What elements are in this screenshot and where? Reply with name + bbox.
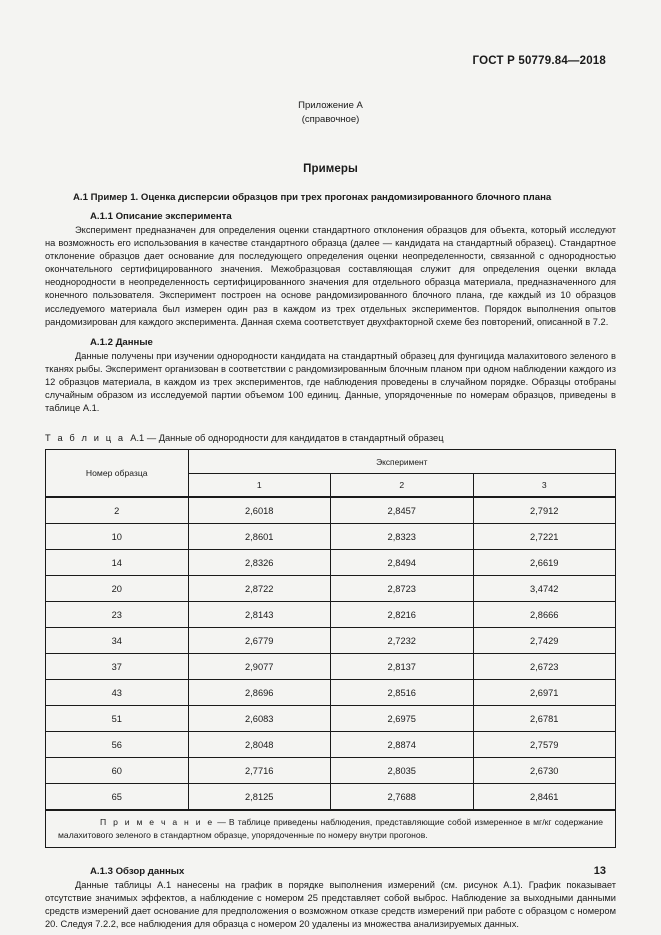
cell-sample: 10 bbox=[46, 524, 189, 550]
cell-exp1: 2,6083 bbox=[188, 706, 331, 732]
section-a1-heading: А.1 Пример 1. Оценка дисперсии образцов при трех прогонах рандомизированного блочного плана bbox=[73, 192, 552, 203]
cell-exp3: 2,8666 bbox=[473, 602, 616, 628]
table-note-text: — В таблице приведены наблюдения, представляющие собой измеренное в мг/кг содержание малахитового зеленого в стандартном образце, упорядоченные по номеру внутри прогонов. bbox=[58, 817, 603, 840]
col-header-sample: Номер образца bbox=[46, 450, 189, 498]
section-a11-heading: А.1.1 Описание эксперимента bbox=[90, 211, 232, 222]
table-row bbox=[46, 576, 616, 602]
col-header-experiment: Эксперимент bbox=[188, 450, 616, 474]
table-caption-text: — Данные об однородности для кандидатов в стандартный образец bbox=[146, 433, 444, 444]
cell-exp1: 2,8048 bbox=[188, 732, 331, 758]
table-row bbox=[46, 654, 616, 680]
cell-sample: 60 bbox=[46, 758, 189, 784]
cell-exp1: 2,8722 bbox=[188, 576, 331, 602]
cell-exp1: 2,7716 bbox=[188, 758, 331, 784]
cell-exp1: 2,8326 bbox=[188, 550, 331, 576]
table-row bbox=[46, 628, 616, 654]
cell-sample: 23 bbox=[46, 602, 189, 628]
section-a11-text: Эксперимент предназначен для определения оценки стандартного отклонения образцов для объекта, который исследуют на возможность его использования в качестве стандартного образца (далее — кандидата на стандартный образец). Стандартное отклонение образцов дает основание для последующего определения оценки неопределенности, связанной с однородностью окончательного сертифицированного значения. Межобразцовая составляющая служит для определения оценки вклада неоднородности в неопределенность сертифицированного значения для отдельного образца материала, предназначенного для конечного пользователя. Эксперимент построен на основе рандомизированного блочного плана, где каждый из 10 образцов исследуемого материала был измерен один раз в каждом из трех отдельных экспериментов. Порядок выполнения опытов рандомизирован для каждого эксперимента. Данная схема соответствует двухфакторной схеме без повторений, описанной в 7.2. bbox=[45, 225, 616, 327]
cell-exp1: 2,8125 bbox=[188, 784, 331, 811]
cell-exp2: 2,8457 bbox=[331, 497, 474, 524]
cell-sample: 56 bbox=[46, 732, 189, 758]
annex-title: Приложение А bbox=[298, 100, 363, 111]
table-row bbox=[46, 602, 616, 628]
col-header-exp-1: 1 bbox=[188, 474, 331, 498]
cell-exp2: 2,8494 bbox=[331, 550, 474, 576]
cell-exp2: 2,8323 bbox=[331, 524, 474, 550]
cell-exp3: 2,8461 bbox=[473, 784, 616, 811]
col-header-exp-2: 2 bbox=[331, 474, 474, 498]
cell-exp3: 3,4742 bbox=[473, 576, 616, 602]
table-row bbox=[46, 550, 616, 576]
annex-subtitle: (справочное) bbox=[301, 113, 360, 125]
table-caption-number: А.1 bbox=[130, 433, 145, 444]
table-row bbox=[46, 706, 616, 732]
table-note-label: П р и м е ч а н и е bbox=[100, 817, 215, 828]
examples-heading: Примеры bbox=[303, 163, 358, 175]
cell-exp2: 2,8516 bbox=[331, 680, 474, 706]
table-caption-label: Т а б л и ц а bbox=[45, 433, 126, 444]
table-row bbox=[46, 758, 616, 784]
cell-sample: 65 bbox=[46, 784, 189, 811]
cell-exp3: 2,6971 bbox=[473, 680, 616, 706]
cell-exp1: 2,6779 bbox=[188, 628, 331, 654]
cell-exp2: 2,7688 bbox=[331, 784, 474, 811]
cell-exp1: 2,6018 bbox=[188, 497, 331, 524]
cell-exp3: 2,6730 bbox=[473, 758, 616, 784]
table-caption bbox=[45, 433, 616, 443]
cell-sample: 34 bbox=[46, 628, 189, 654]
section-a13-heading: А.1.3 Обзор данных bbox=[90, 866, 185, 878]
page-number: 13 bbox=[593, 865, 606, 877]
cell-exp1: 2,8696 bbox=[188, 680, 331, 706]
table-row bbox=[46, 732, 616, 758]
annex-title-block bbox=[45, 99, 616, 126]
table-row bbox=[46, 524, 616, 550]
cell-exp2: 2,8035 bbox=[331, 758, 474, 784]
cell-exp3: 2,6723 bbox=[473, 654, 616, 680]
cell-sample: 20 bbox=[46, 576, 189, 602]
cell-exp3: 2,6781 bbox=[473, 706, 616, 732]
cell-exp3: 2,7912 bbox=[473, 497, 616, 524]
cell-exp2: 2,8874 bbox=[331, 732, 474, 758]
cell-exp3: 2,6619 bbox=[473, 550, 616, 576]
cell-exp3: 2,7429 bbox=[473, 628, 616, 654]
col-header-exp-3: 3 bbox=[473, 474, 616, 498]
section-a12-heading: А.1.2 Данные bbox=[90, 336, 153, 348]
section-a12-text: Данные получены при изучении однородности кандидата на стандартный образец для фунгицида малахитового зеленого в тканях рыбы. Эксперимент организован в соответствии с рандомизированным блочным планом при одном наблюдении каждого из 12 образцов материала, в каждом из трех экспериментов, где наблюдения проведены в случайном порядке. Образцы отобраны случайным образом из исследуемой партии объемом 100 единиц. Данные, упорядоченные по номерам образцов, приведены в таблице А.1. bbox=[45, 350, 616, 414]
cell-exp2: 2,8723 bbox=[331, 576, 474, 602]
table-row bbox=[46, 680, 616, 706]
table-row bbox=[46, 497, 616, 524]
cell-sample: 37 bbox=[46, 654, 189, 680]
cell-sample: 2 bbox=[46, 497, 189, 524]
section-a13-text: Данные таблицы А.1 нанесены на график в порядке выполнения измерений (см. рисунок А.1). График показывает отсутствие значимых эффектов, а наблюдение с номером 25 представляет собой выброс. Наблюдение за выходными данными средств измерений дает основание для предположения о возможном отказе средств измерений при работе с образцом с номером 20. Следуя 7.2.2, все наблюдения для образца с номером 20 удалены из множества анализируемых данных. bbox=[45, 880, 616, 930]
table-header-row-1 bbox=[46, 450, 616, 474]
cell-exp2: 2,8137 bbox=[331, 654, 474, 680]
table-note-row bbox=[46, 810, 616, 847]
cell-exp2: 2,8216 bbox=[331, 602, 474, 628]
homogeneity-data-table bbox=[45, 449, 616, 848]
table-row bbox=[46, 784, 616, 811]
cell-sample: 14 bbox=[46, 550, 189, 576]
cell-exp1: 2,8601 bbox=[188, 524, 331, 550]
cell-sample: 43 bbox=[46, 680, 189, 706]
cell-exp1: 2,8143 bbox=[188, 602, 331, 628]
cell-exp2: 2,7232 bbox=[331, 628, 474, 654]
page-header bbox=[45, 0, 616, 69]
standard-number: ГОСТ Р 50779.84—2018 bbox=[472, 55, 606, 67]
cell-exp3: 2,7579 bbox=[473, 732, 616, 758]
cell-sample: 51 bbox=[46, 706, 189, 732]
cell-exp3: 2,7221 bbox=[473, 524, 616, 550]
table-note bbox=[46, 810, 616, 847]
cell-exp1: 2,9077 bbox=[188, 654, 331, 680]
cell-exp2: 2,6975 bbox=[331, 706, 474, 732]
